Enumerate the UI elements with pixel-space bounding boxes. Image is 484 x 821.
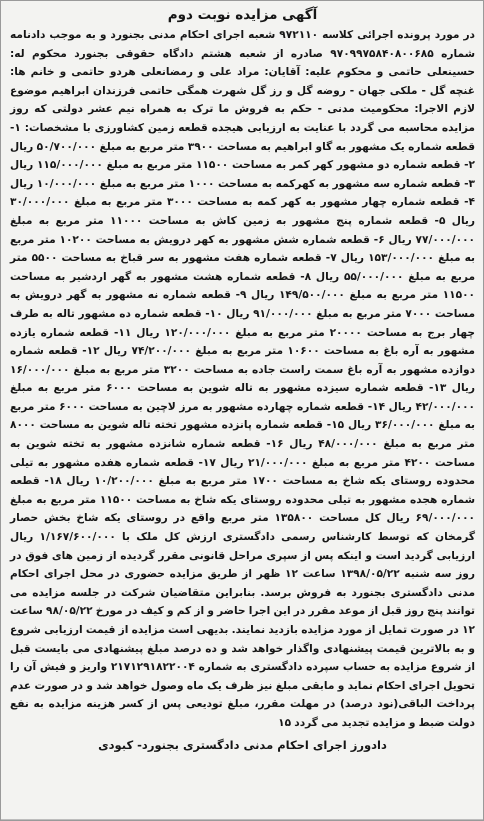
- notice-body: در مورد پرونده اجرائی کلاسه ۹۷۲۱۱۰ شعبه اجرای احکام مدنی بجنورد و به موجب دادنامه شماره ۹۷۰۹۹۷۵۸۴۰۸۰۰۶۸۵ صادره از شعبه هشتم دادگاه حقوقی بجنورد محکوم له: حسینعلی حاتمی و محکوم علیه: آقایان: مراد علی و رمضانعلی هردو حاتمی و خانم ها: غنچه گل - ملکی جهان - روضه گل و رز گل شهرت همگی حاتمی فرزندان ابراهیم موضوع لازم الاجرا: محکومیت مدنی - حکم به فروش ما ترک به همراه نیم عشر دولتی که روز مزایده محاسبه می گردد با عنایت به ارزیابی هیجده قطعه زمین کشاورزی با مشخصات: ۱- قطعه شماره یک مشهور به گاو ابراهیم به مساحت ۳۹۰۰ متر مربع به مبلغ ۵۰/۷۰۰/۰۰۰ ریال ۲- قطعه شماره دو مشهور کهر کمر به مساحت ۱۱۵۰۰ متر مربع به مبلغ ۱۱۵/۰۰۰/۰۰۰ ریال ۳- قطعه شماره سه مشهور به کهرکمه به مساحت ۱۰۰۰ متر مربع به مبلغ ۱۰/۰۰۰/۰۰۰ ریال ۴- قطعه شماره چهار مشهور به کهر کمه به مساحت ۳۰۰۰ متر مربع به مبلغ ۳۰/۰۰۰/۰۰۰ ریال ۵- قطعه شماره پنج مشهور به زمین کاش به مساحت ۱۱۰۰۰ متر مربع به مبلغ ۷۷/۰۰۰/۰۰۰ ریال ۶- قطعه شماره شش مشهور به کهر درویش به مساحت ۱۰۲۰۰ متر مربع به مبلغ ۱۵۳/۰۰۰/۰۰۰ ریال ۷- قطعه شماره هفت مشهور به سر قباخ به مساحت ۵۵۰۰ متر مربع به مبلغ ۵۵/۰۰۰/۰۰۰ ریال ۸- قطعه شماره هشت مشهور به گهر اردشیر به مساحت ۱۱۵۰۰ متر مربع به مبلغ ۱۴۹/۵۰۰/۰۰۰ ریال ۹- قطعه شماره نه مشهور به گهر درویش به مساحت ۷۰۰۰ متر مربع به مبلغ ۹۱/۰۰۰/۰۰۰ ریال ۱۰- قطعه شماره ده مشهور تاله به طرف چهار برج به مساحت ۲۰۰۰۰ متر مربع به مبلغ ۱۲۰/۰۰۰/۰۰۰ ریال ۱۱- قطعه شماره یازده مشهور به آره باغ به مساحت ۱۰۶۰۰ متر مربع به مبلغ ۷۴/۲۰۰/۰۰۰ ریال ۱۲- قطعه شماره دوازده مشهور به آره باغ سمت راست جاده به مساحت ۳۲۰۰ متر مربع به مبلغ ۱۶/۰۰۰/۰۰۰ ریال ۱۳- قطعه شماره سیزده مشهور به تاله شوین به مساحت ۶۰۰۰ متر مربع به مبلغ ۴۲/۰۰۰/۰۰۰ ریال ۱۴- قطعه شماره چهارده مشهور به مرز لاچین به مساحت ۶۰۰۰ متر مربع به مبلغ ۳۶/۰۰۰/۰۰۰ ریال ۱۵- قطعه شماره پانزده مشهور تخته تاله شوین به مساحت ۸۰۰۰ متر مربع به مبلغ ۴۸/۰۰۰/۰۰۰ ریال ۱۶- قطعه شماره شانزده مشهور به تخته شوین به مساحت ۴۲۰۰ متر مربع به مبلغ ۲۱/۰۰۰/۰۰۰ ریال ۱۷- قطعه شماره هفده مشهور به تیلی محدوده روستای یکه شاخ به مساحت ۱۷۰۰ متر مربع به مبلغ ۱۰/۲۰۰/۰۰۰ ریال ۱۸- قطعه شماره هجده مشهور به تیلی محدوده روستای یکه شاخ به مساحت ۱۱۵۰۰ متر مربع به مبلغ ۶۹/۰۰۰/۰۰۰ ریال کل مساحت ۱۳۵۸۰۰ متر مربع واقع در روستای یکه شاخ بخش حصار گرمخان که توسط کارشناس رسمی دادگستری ارزش کل ملک با ۱/۱۶۷/۶۰۰/۰۰۰ ریال ارزیابی گردید است و اینکه پس از سپری مراحل قانونی مقرر گردیده از زمین های فوق در روز سه شنبه ۱۳۹۸/۰۵/۲۲ ساعت ۱۲ ظهر از طریق مزایده حضوری در محل اجرای احکام مدنی دادگستری بجنورد به فروش برسد. بنابراین متقاضیان شرکت در جلسه مزایده می توانند پنج روز قبل از موعد مقرر در این اجرا حاضر و از کم و کیف در مورخ ۹۸/۰۵/۲۲ ساعت ۱۲ در صورت تمایل از مورد مزایده بازدید نمایند. بدیهی است مزایده از قیمت ارزیابی شروع و به بالاترین قیمت پیشنهادی واگذار خواهد شد و ده درصد مبلغ پیشنهادی می بایست قبل از شروع مزایده به حساب سپرده دادگستری به شماره ۲۱۷۱۲۹۱۸۲۲۰۰۴ واریز و فیش آن را تحویل اجرای احکام نماید و مابقی مبلغ نیز ظرف یک ماه وصول خواهد شد و در صورت عدم پرداخت الباقی(نود درصد) در مهلت مقرر، مبلغ تودیعی پس از کسر هزینه مزایده به نفع دولت ضبط و مزایده تجدید می گردد ۱۵: [10, 29, 476, 729]
- bottom-divider: [1, 819, 483, 820]
- notice-signature: دادورز اجرای احکام مدنی دادگستری بجنورد- کبودی: [98, 737, 387, 752]
- notice-content: [10, 7, 475, 814]
- notice-title: آگهی مزایده نوبت دوم: [167, 7, 318, 23]
